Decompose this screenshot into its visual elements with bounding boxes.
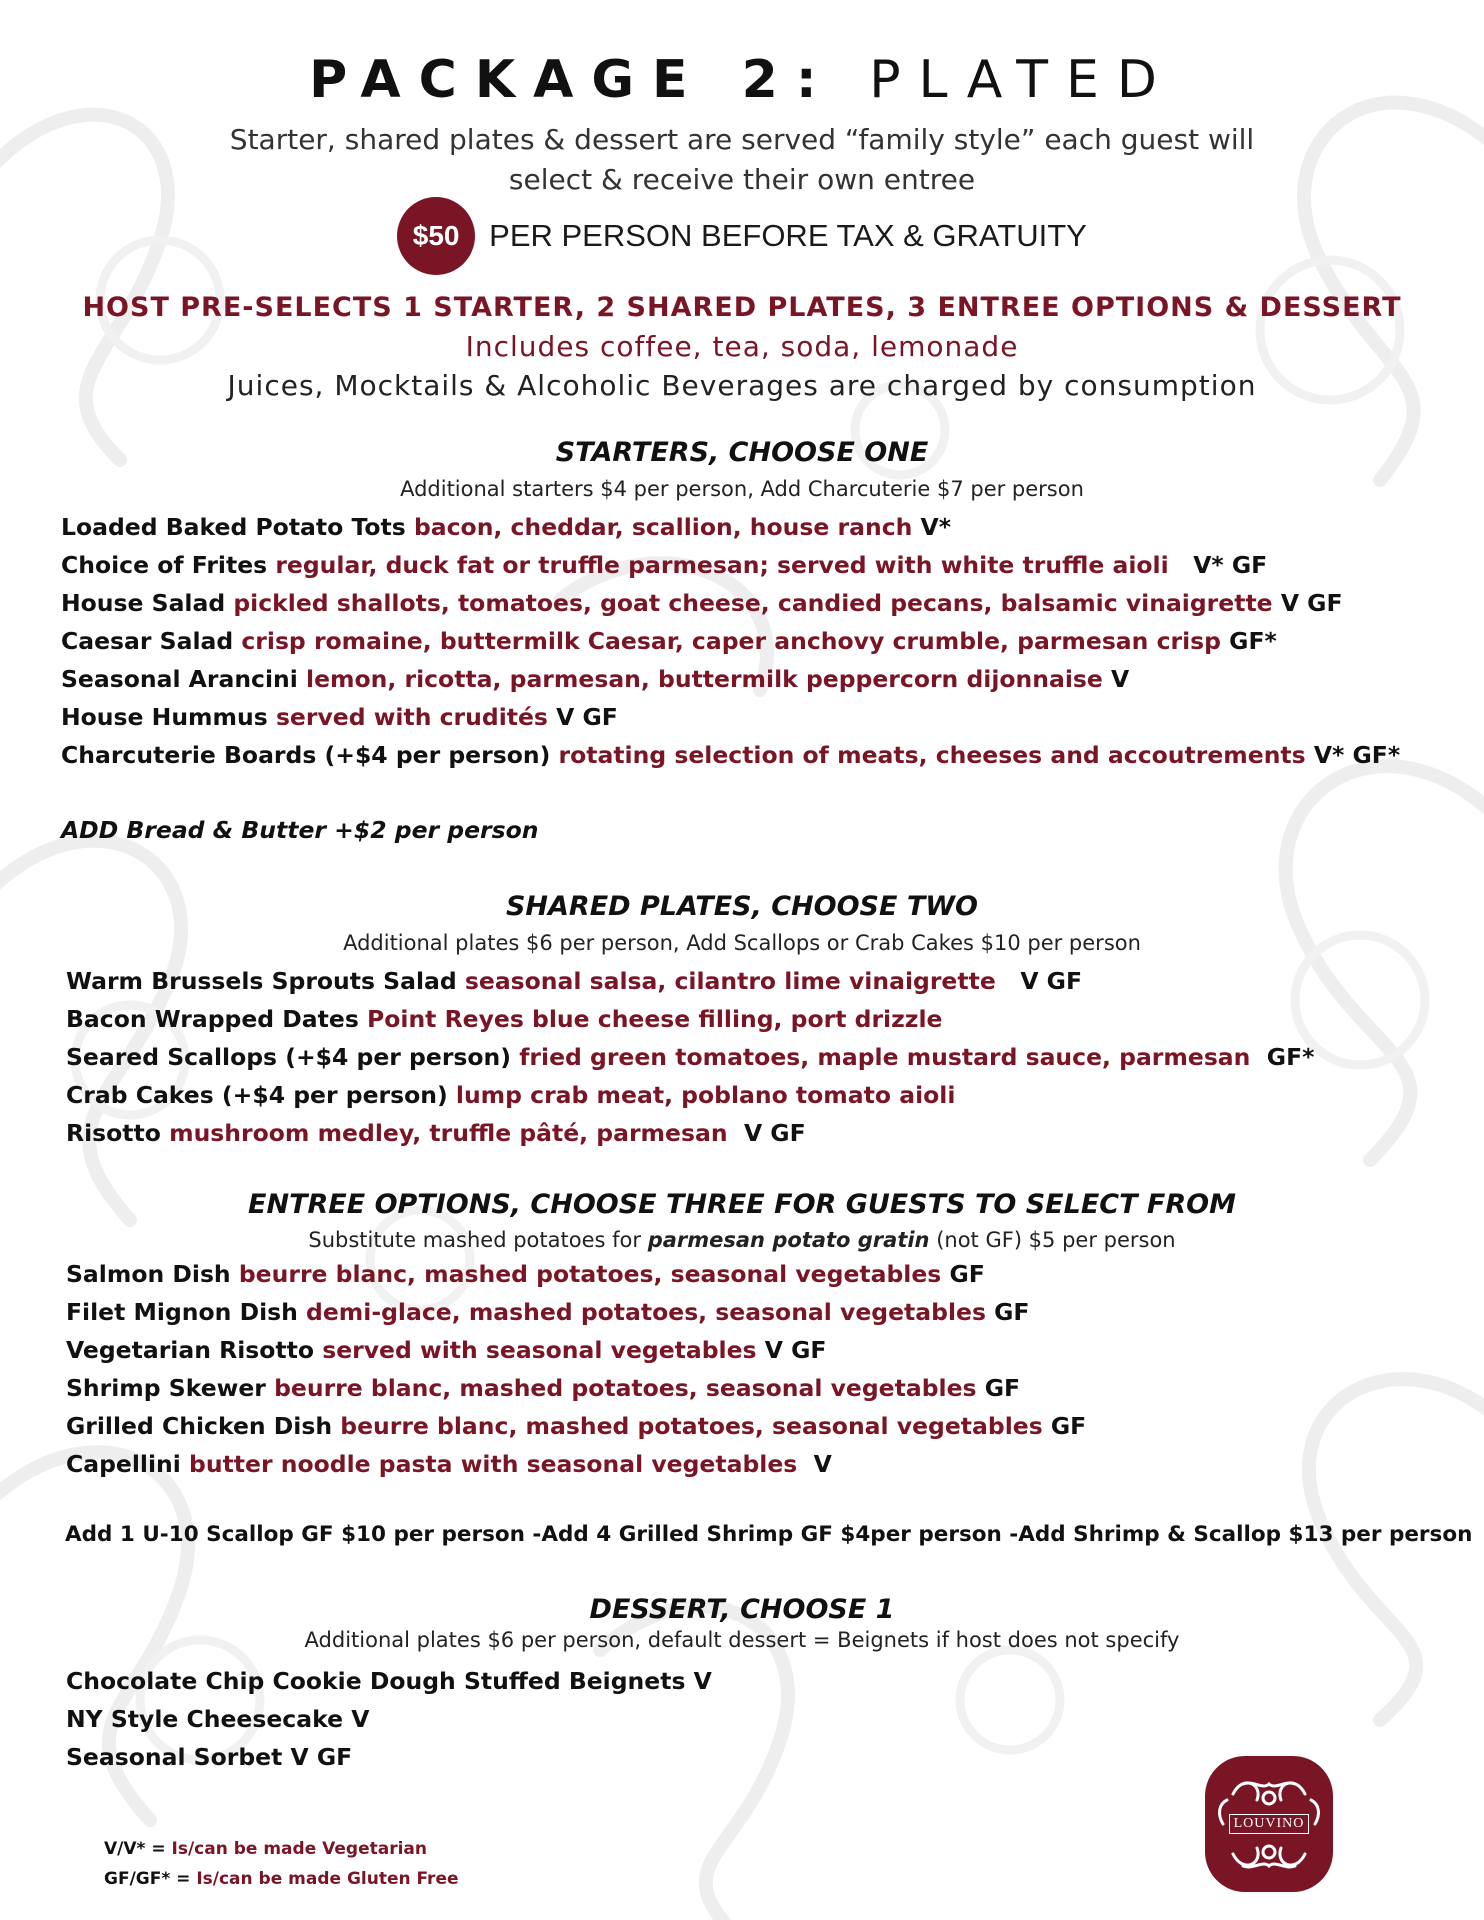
entree-list — [66, 1255, 1086, 1483]
entree-subheading: Substitute mashed potatoes for parmesan potato gratin (not GF) $5 per person — [308, 1228, 1176, 1252]
list-item: Choice of Frites regular, duck fat or truffle parmesan; served with white truffle aioli V* GF — [61, 551, 1268, 579]
list-item: Charcuterie Boards (+$4 per person) rotating selection of meats, cheeses and accoutrements V* GF* — [61, 741, 1401, 769]
list-item: Seasonal Sorbet V GF — [66, 1743, 353, 1771]
logo-text: LOUVINO — [1229, 1814, 1309, 1834]
juices-line: Juices, Mocktails & Alcoholic Beverages are charged by consumption — [227, 369, 1257, 402]
list-item: Bacon Wrapped Dates Point Reyes blue cheese filling, port drizzle — [66, 1005, 943, 1033]
list-item: Vegetarian Risotto served with seasonal vegetables V GF — [66, 1336, 827, 1364]
entree-heading: ENTREE OPTIONS, CHOOSE THREE FOR GUESTS TO SELECT FROM — [248, 1189, 1236, 1220]
title-part1: PACKAGE 2: — [309, 50, 835, 110]
list-item: Seared Scallops (+$4 per person) fried green tomatoes, maple mustard sauce, parmesan GF* — [66, 1043, 1315, 1071]
dessert-subheading: Additional plates $6 per person, default dessert = Beignets if host does not specify — [304, 1628, 1180, 1652]
list-item: Grilled Chicken Dish beurre blanc, mashed potatoes, seasonal vegetables GF — [66, 1412, 1087, 1440]
host-preselect-line: HOST PRE-SELECTS 1 STARTER, 2 SHARED PLATES, 3 ENTREE OPTIONS & DESSERT — [82, 292, 1402, 323]
starters-list — [61, 508, 1400, 774]
subtitle: Starter, shared plates & dessert are served “family style” each guest will select & receive their own entree — [229, 123, 1255, 196]
list-item: House Salad pickled shallots, tomatoes, goat cheese, candied pecans, balsamic vinaigrette V GF — [61, 589, 1343, 617]
list-item: Filet Mignon Dish demi-glace, mashed potatoes, seasonal vegetables GF — [66, 1298, 1030, 1326]
list-item: Crab Cakes (+$4 per person) lump crab meat, poblano tomato aioli — [66, 1081, 956, 1109]
list-item: Loaded Baked Potato Tots bacon, cheddar, scallion, house ranch V* — [61, 513, 952, 541]
list-item: Caesar Salad crisp romaine, buttermilk Caesar, caper anchovy crumble, parmesan crisp GF* — [61, 627, 1277, 655]
starters-heading: STARTERS, CHOOSE ONE — [555, 437, 929, 468]
dessert-list — [66, 1662, 712, 1776]
shared-plates-heading: SHARED PLATES, CHOOSE TWO — [505, 891, 978, 922]
title-part2: PLATED — [869, 50, 1175, 110]
list-item: Seasonal Arancini lemon, ricotta, parmesan, buttermilk peppercorn dijonnaise V — [61, 665, 1130, 693]
includes-line: Includes coffee, tea, soda, lemonade — [465, 330, 1019, 363]
dessert-heading: DESSERT, CHOOSE 1 — [589, 1594, 895, 1625]
list-item: NY Style Cheesecake V — [66, 1705, 370, 1733]
entree-addons: Add 1 U-10 Scallop GF $10 per person -Add 4 Grilled Shrimp GF $4per person -Add Shrimp & Scallop $13 per person — [65, 1522, 1473, 1547]
page-title — [0, 50, 1484, 110]
price-badge: $50 — [397, 197, 475, 275]
list-item: Risotto mushroom medley, truffle pâté, parmesan V GF — [66, 1119, 806, 1147]
list-item: House Hummus served with crudités V GF — [61, 703, 618, 731]
list-item: Warm Brussels Sprouts Salad seasonal salsa, cilantro lime vinaigrette V GF — [66, 967, 1083, 995]
shared-plates-subheading: Additional plates $6 per person, Add Scallops or Crab Cakes $10 per person — [343, 931, 1141, 955]
add-bread-note: ADD Bread & Butter +$2 per person — [61, 816, 539, 844]
list-item: Chocolate Chip Cookie Dough Stuffed Beignets V — [66, 1667, 712, 1695]
starters-subheading: Additional starters $4 per person, Add Charcuterie $7 per person — [400, 477, 1084, 501]
list-item: Salmon Dish beurre blanc, mashed potatoes, seasonal vegetables GF — [66, 1260, 985, 1288]
list-item: Shrimp Skewer beurre blanc, mashed potatoes, seasonal vegetables GF — [66, 1374, 1021, 1402]
price-row — [0, 197, 1484, 275]
list-item: Capellini butter noodle pasta with seasonal vegetables V — [66, 1450, 832, 1478]
shared-plates-list — [66, 962, 1314, 1152]
louvino-logo — [1203, 1754, 1335, 1894]
dietary-legend: V/V* = Is/can be made Vegetarian GF/GF* = Is/can be made Gluten Free — [104, 1839, 459, 1889]
price-text: PER PERSON BEFORE TAX & GRATUITY — [489, 218, 1087, 253]
